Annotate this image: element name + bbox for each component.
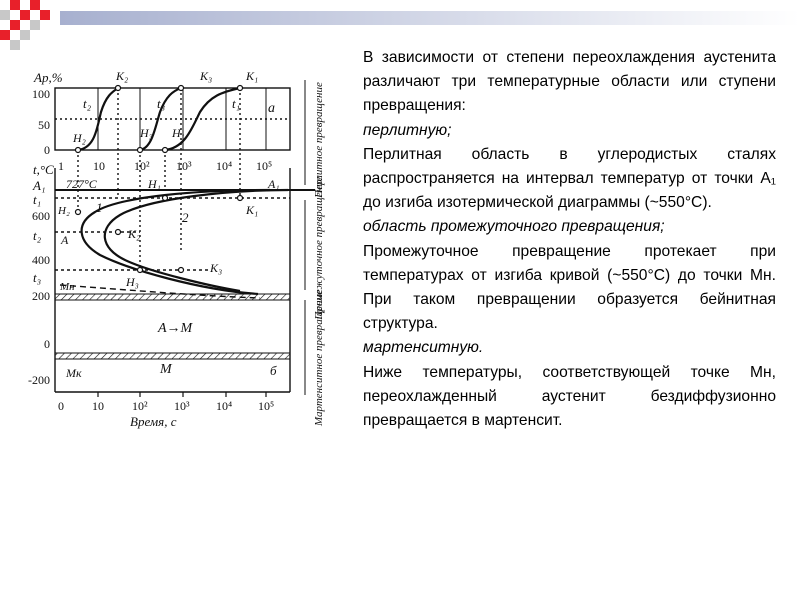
top-y-label: Aр,% [34, 70, 63, 85]
corner-square [40, 10, 50, 20]
paragraph: В зависимости от степени переохлаждения аустенита различают три температурные области или ступени превращения: [363, 49, 776, 115]
point-label-h3: H₃ [140, 126, 153, 140]
c-curve-start [82, 190, 270, 294]
curve-label-t3: t₃ [157, 96, 166, 111]
point-label-k3: K₃ [200, 69, 213, 83]
bottom-x-tick: 10⁴ [216, 399, 233, 413]
bottom-x-tick: 10² [132, 399, 148, 413]
point-k3-bottom [179, 268, 184, 273]
curve-number-2: 2 [182, 210, 189, 225]
point-k2-bottom [116, 230, 121, 235]
corner-square [30, 0, 40, 10]
heading-intermediate: область промежуточного превращения; [363, 218, 665, 236]
point-k1 [238, 86, 243, 91]
point-label-h3: H₃ [126, 275, 139, 289]
eutectoid-label: 727°C [66, 177, 97, 191]
point-k2 [116, 86, 121, 91]
temp-mark-t1: t₁ [33, 192, 42, 207]
curve-label-t1: t₁ [232, 96, 241, 111]
temp-mark-t3: t₃ [33, 270, 42, 285]
point-label-h1: H₁ [148, 177, 161, 191]
point-h2-bottom [76, 210, 81, 215]
region-title-pearlite: Перлитное превращение [313, 82, 325, 198]
paragraph: Ниже температуры, соответствующей точке Mн, переохлажденный аустенит бездиффузионно превращается в мартенсит. [363, 363, 776, 430]
curve-number-1: 1 [96, 200, 103, 215]
bottom-y-tick: -200 [28, 373, 50, 387]
point-label-m: M [160, 362, 172, 377]
point-label-k2: K₂ [116, 69, 129, 83]
point-label-mk: Mк [66, 366, 82, 380]
point-label-h2: H₂ [73, 131, 86, 145]
point-h2 [76, 148, 81, 153]
corner-square [10, 20, 20, 30]
mk-hatched-line [55, 353, 290, 359]
curve-label-t2: t₂ [83, 96, 92, 111]
point-label-k1: K₁ [246, 69, 259, 83]
top-x-tick: 10² [134, 159, 150, 173]
corner-square [10, 0, 20, 10]
point-label-a1: A₁ [268, 177, 280, 191]
top-y-tick: 50 [38, 118, 50, 132]
point-label-mn: Mн [60, 281, 75, 293]
bottom-x-tick: 10⁵ [258, 399, 275, 413]
panel-letter-b: б [270, 363, 277, 378]
heading-martensite: мартенситную. [363, 339, 484, 357]
region-label-am: A→M [158, 321, 193, 336]
text-block [363, 46, 776, 433]
point-h3-bottom [138, 268, 143, 273]
corner-square [30, 20, 40, 30]
point-label-k2: K₂ [128, 227, 141, 241]
point-k1-bottom [238, 196, 243, 201]
point-label-k1: K₁ [246, 203, 259, 217]
region-title-martensite: Мартенситное превращение [313, 289, 325, 427]
bottom-y-tick: 0 [44, 337, 50, 351]
bottom-y-tick: 600 [32, 209, 50, 223]
top-y-tick: 100 [32, 87, 50, 101]
point-label-h1: H₁ [172, 126, 185, 140]
heading-pearlite: перлитную; [363, 121, 452, 139]
bottom-y-label: t,°C [33, 162, 54, 177]
corner-square [0, 30, 10, 40]
ttt-diagram [0, 60, 345, 430]
corner-square [0, 10, 10, 20]
ms-hatched-line [55, 294, 290, 300]
bottom-x-tick: 10 [92, 399, 104, 413]
paragraph: Перлитная область в углеродистых сталях распространяется на интервал температур от точки A₁ до изгиба изотермической диаграммы (~550°С). [363, 145, 776, 212]
point-label-a: A [61, 233, 69, 247]
x-axis-label: Время, с [130, 414, 177, 429]
bottom-x-tick: 0 [58, 399, 64, 413]
bottom-y-tick: 200 [32, 289, 50, 303]
region-title-intermediate: Промежуточное превращение [313, 176, 325, 320]
title-bar [60, 11, 800, 25]
corner-square [20, 30, 30, 40]
panel-letter-a: а [268, 101, 275, 116]
point-h3 [138, 148, 143, 153]
top-x-tick: 10³ [176, 159, 192, 173]
point-k3 [179, 86, 184, 91]
corner-square [20, 10, 30, 20]
top-x-tick: 10⁵ [256, 159, 273, 173]
corner-decoration [0, 0, 60, 50]
point-label-k3: K₃ [210, 261, 223, 275]
top-x-tick: 10 [93, 159, 105, 173]
top-y-tick: 0 [44, 143, 50, 157]
temp-mark-t2: t₂ [33, 228, 42, 243]
bottom-x-tick: 10³ [174, 399, 190, 413]
top-x-tick: 1 [58, 159, 64, 173]
point-h1 [163, 148, 168, 153]
temp-mark-a1: A₁ [33, 178, 46, 193]
point-label-h2: H₂ [58, 205, 70, 217]
paragraph: Промежуточное превращение протекает при температурах от изгиба кривой (~550°С) до точки Mн. При таком превращении образуется бейнитная структура. [363, 242, 776, 333]
top-x-tick: 10⁴ [216, 159, 233, 173]
point-h1-bottom [163, 196, 168, 201]
bottom-y-tick: 400 [32, 253, 50, 267]
corner-square [10, 40, 20, 50]
